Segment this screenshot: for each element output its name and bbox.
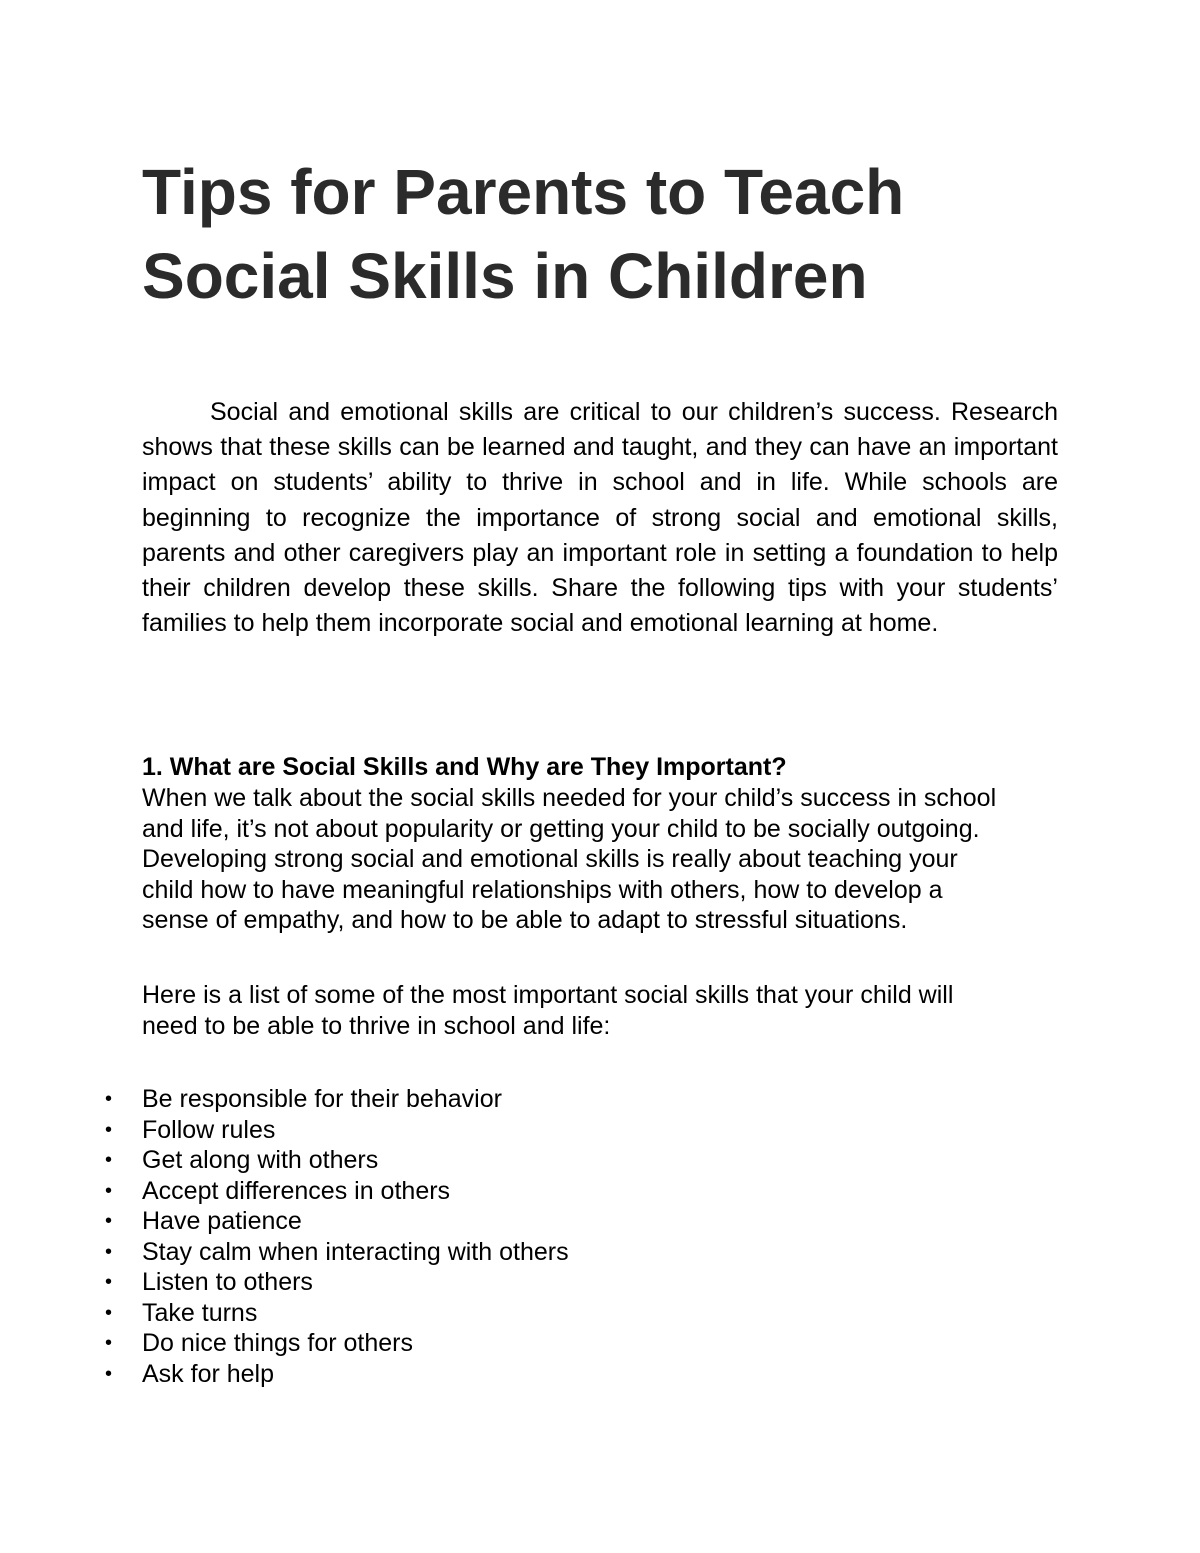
list-item — [102, 1237, 902, 1268]
section-body-line: child how to have meaningful relationships with others, how to develop a — [142, 875, 943, 904]
list-item — [102, 1328, 902, 1359]
social-skills-list — [102, 1084, 902, 1389]
list-item-text: Accept differences in others — [142, 1176, 451, 1205]
list-item-text: Ask for help — [142, 1359, 275, 1388]
bullet-icon: • — [105, 1362, 113, 1385]
list-item — [102, 1267, 902, 1298]
page-title-line-1: Tips for Parents to Teach — [142, 156, 905, 228]
section-body — [142, 783, 1072, 936]
list-item-text: Be responsible for their behavior — [142, 1085, 502, 1113]
list-item-text: Stay calm when interacting with others — [142, 1237, 569, 1266]
list-item-text: Get along with others — [142, 1146, 379, 1174]
section-body-line: and life, it’s not about popularity or getting your child to be socially outgoing. — [142, 814, 980, 843]
bullet-icon: • — [105, 1118, 113, 1141]
list-item — [102, 1206, 902, 1237]
list-item-text: Listen to others — [142, 1268, 313, 1296]
page-title — [142, 150, 1062, 318]
bullet-icon: • — [105, 1088, 113, 1110]
section-what-are-social-skills — [142, 752, 1072, 936]
list-item — [102, 1084, 902, 1115]
list-intro-paragraph — [142, 980, 1042, 1041]
bullet-icon: • — [105, 1332, 113, 1354]
bullet-icon: • — [105, 1271, 113, 1293]
page-title-line-2: Social Skills in Children — [142, 240, 868, 312]
section-body-line: sense of empathy, and how to be able to adapt to stressful situations. — [142, 906, 908, 934]
bullet-icon: • — [105, 1210, 113, 1232]
section-heading: 1. What are Social Skills and Why are They Important? — [142, 753, 787, 781]
list-item — [102, 1176, 902, 1207]
bullet-icon: • — [105, 1240, 113, 1263]
list-item-text: Do nice things for others — [142, 1329, 413, 1357]
list-item — [102, 1298, 902, 1329]
intro-paragraph: Social and emotional skills are critical to our children’s success. Research shows that these skills can be learned and taught, and they can have an important impact on students’ ability to thrive in school and in life. While schools are beginning to recognize the importance of strong social and emotional skills, parents and other caregivers play an important role in setting a foundation to help their children develop these skills. Share the following tips with your students’ families to help them incorporate social and emotional learning at home. — [142, 398, 1058, 638]
list-item-text: Take turns — [142, 1298, 258, 1327]
bullet-icon: • — [105, 1301, 113, 1324]
bullet-icon: • — [105, 1179, 113, 1202]
list-item — [102, 1359, 902, 1390]
section-body-line: Developing strong social and emotional skills is really about teaching your — [142, 845, 958, 873]
list-intro-line: Here is a list of some of the most important social skills that your child will — [142, 981, 954, 1009]
list-item — [102, 1145, 902, 1176]
list-intro-line: need to be able to thrive in school and life: — [142, 1011, 611, 1040]
list-item-text: Have patience — [142, 1207, 302, 1235]
section-body-line: When we talk about the social skills needed for your child’s success in school — [142, 784, 997, 812]
bullet-icon: • — [105, 1149, 113, 1171]
list-item-text: Follow rules — [142, 1115, 276, 1144]
list-item — [102, 1115, 902, 1146]
